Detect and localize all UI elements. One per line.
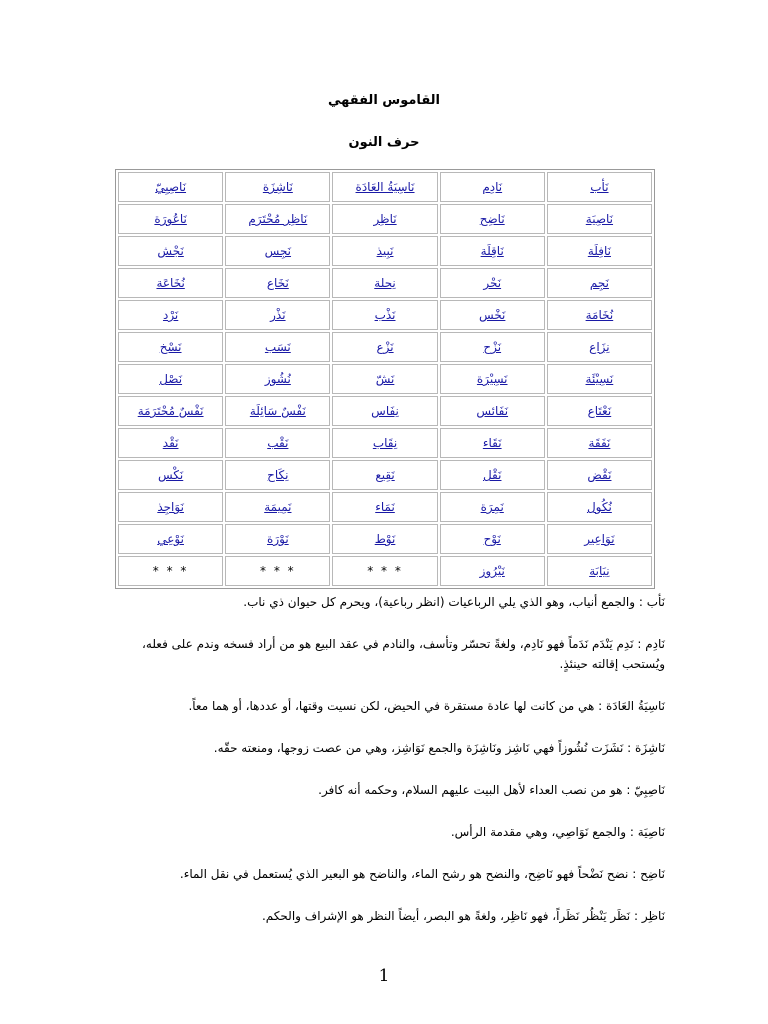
table-cell — [440, 268, 545, 298]
term-link[interactable]: نَاعُورَة — [154, 212, 187, 226]
term-link[interactable]: نَوَاجِذ — [157, 500, 184, 514]
table-cell — [547, 364, 652, 394]
term-link[interactable]: نَوْح — [483, 532, 501, 546]
table-cell — [225, 524, 330, 554]
term-link[interactable]: نَخْس — [479, 308, 506, 322]
term-link[interactable]: نَحْر — [483, 276, 502, 290]
term-link[interactable]: نَمَاء — [375, 500, 395, 514]
table-cell — [547, 300, 652, 330]
table-cell — [225, 204, 330, 234]
empty-cell-marker: * * * — [367, 564, 403, 578]
term-link[interactable]: نُخَاعَة — [156, 276, 185, 290]
definition-entry: نَاصِيَة : والجمع نَوَاصِي، وهي مقدمة الرأس. — [450, 825, 665, 839]
term-link[interactable]: نِقَاب — [372, 436, 398, 450]
term-link[interactable]: نَسَب — [264, 340, 291, 354]
term-link[interactable]: نِزَاع — [589, 340, 610, 354]
term-link[interactable]: نَمِرَة — [480, 500, 504, 514]
table-row — [118, 556, 652, 586]
definition-entry: نَاشِزَة : نَشَزَت نُشُوزاً فهي نَاشِز ونَاشِزَة والجمع نَوَاشِز، وهي من عصت زوجها، ومنعته حقّه. — [213, 741, 665, 755]
table-cell — [225, 268, 330, 298]
term-link[interactable]: نَسِيْئَة — [585, 372, 614, 386]
table-row — [118, 236, 652, 266]
table-cell — [225, 172, 330, 202]
table-cell — [547, 556, 652, 586]
term-link[interactable]: نَاظِر — [373, 212, 397, 226]
page-title: القاموس الفقهي — [327, 93, 441, 108]
term-link[interactable]: نَافِلَة — [587, 244, 611, 258]
table-cell — [225, 428, 330, 458]
table-cell — [225, 492, 330, 522]
term-link[interactable]: نَاشِزَة — [262, 180, 293, 194]
term-link[interactable]: نَقْل — [482, 468, 502, 482]
table-row — [118, 268, 652, 298]
table-cell — [332, 396, 437, 426]
section-title: حرف النون — [348, 135, 420, 150]
table-cell — [440, 300, 545, 330]
table-cell — [118, 268, 223, 298]
table-cell — [118, 172, 223, 202]
term-link[interactable]: نَفْسٌ سَائِلَة — [249, 404, 306, 418]
table-cell — [118, 460, 223, 490]
term-link[interactable]: نَبِيذ — [376, 244, 394, 258]
term-link[interactable]: نِفَاس — [371, 404, 399, 418]
table-cell — [225, 556, 330, 586]
term-link[interactable]: نَاسِيَةُ العَادَة — [355, 180, 415, 194]
definition-entry: نَاظِر : نَظَر يَنْظُر نَظَراً، فهو نَاظِر، ولغةً هو البصر، أيضاً النظر هو الإشراف والحكم. — [261, 909, 665, 923]
term-link[interactable]: نَقَاء — [482, 436, 502, 450]
table-cell — [547, 428, 652, 458]
term-link[interactable]: نَسِيْرَة — [476, 372, 508, 386]
table-cell — [332, 172, 437, 202]
term-link[interactable]: نَجِس — [264, 244, 292, 258]
table-cell — [332, 428, 437, 458]
term-link[interactable]: نُخَامَة — [585, 308, 614, 322]
table-cell — [118, 332, 223, 362]
definition-entry: نَاضِح : نضح نَضْحاً فهو نَاضِح، والنضح هو رشح الماء، والناضح هو البعير الذي يُستعمل في نقل الماء. — [179, 867, 665, 881]
table-cell — [440, 556, 545, 586]
table-cell — [118, 396, 223, 426]
term-link[interactable]: نَادِم — [482, 180, 503, 194]
table-cell — [440, 204, 545, 234]
table-row — [118, 524, 652, 554]
term-link[interactable]: نَاقِلَة — [480, 244, 504, 258]
term-link[interactable]: نَقْض — [587, 468, 612, 482]
term-link[interactable]: نَفْسٌ مُحْتَرَمَة — [137, 404, 204, 418]
table-cell — [547, 332, 652, 362]
table-cell — [440, 524, 545, 554]
table-cell — [440, 396, 545, 426]
term-link[interactable]: نَيْرُوز — [479, 564, 505, 578]
term-link[interactable]: نَقْد — [162, 436, 179, 450]
table-cell — [440, 172, 545, 202]
term-link[interactable]: نَزْع — [376, 340, 394, 354]
term-link[interactable]: نَاضِح — [479, 212, 505, 226]
table-row — [118, 364, 652, 394]
term-link[interactable]: نَاصِيَة — [585, 212, 614, 226]
definitions-section — [130, 592, 665, 948]
table-cell — [118, 236, 223, 266]
table-cell — [332, 236, 437, 266]
table-cell — [332, 204, 437, 234]
table-cell — [440, 332, 545, 362]
table-cell — [332, 492, 437, 522]
table-cell — [118, 524, 223, 554]
table-cell — [225, 364, 330, 394]
table-cell — [225, 300, 330, 330]
table-cell — [547, 204, 652, 234]
term-link[interactable]: نَصْل — [159, 372, 183, 386]
term-link[interactable]: نَذْب — [374, 308, 396, 322]
table-cell — [225, 396, 330, 426]
table-cell — [225, 236, 330, 266]
term-link[interactable]: نَخَاع — [266, 276, 289, 290]
table-cell — [118, 492, 223, 522]
table-row — [118, 332, 652, 362]
table-row — [118, 460, 652, 490]
table-cell — [332, 268, 437, 298]
table-cell — [118, 428, 223, 458]
term-link[interactable]: نَجِم — [589, 276, 609, 290]
term-link[interactable]: نَعْتَاع — [587, 404, 612, 418]
term-link[interactable]: نَكْس — [157, 468, 184, 482]
term-link[interactable]: نَوْرَة — [267, 532, 289, 546]
table-row — [118, 300, 652, 330]
table-cell — [225, 460, 330, 490]
table-row — [118, 428, 652, 458]
term-link[interactable]: نِكَاح — [267, 468, 289, 482]
table-cell — [547, 492, 652, 522]
table-cell — [332, 364, 437, 394]
term-link[interactable]: نَقِيع — [375, 468, 395, 482]
term-link[interactable]: نِيَابَة — [589, 564, 610, 578]
table-cell — [332, 332, 437, 362]
table-row — [118, 204, 652, 234]
term-link[interactable]: نَوَاعِير — [584, 532, 615, 546]
term-link[interactable]: نَرْد — [162, 308, 179, 322]
definition-entry: نَأب : والجمع أنياب، وهو الذي يلي الرباعيات (انظر رباعية)، ويحرم كل حيوان ذي ناب. — [243, 595, 665, 609]
table-cell — [547, 236, 652, 266]
table-cell — [332, 460, 437, 490]
term-link[interactable]: نَوْعِي — [157, 532, 184, 546]
term-link[interactable]: نُكُول — [586, 500, 612, 514]
page-number: 1 — [378, 966, 390, 986]
definition-entry: نَادِم : نَدِم يَنْدَم نَدَماً فهو نَادِم، ولغةً تحسّر وتأسف، والنادم في عقد البيع هو من أراد فسخه وندم على فعله، — [142, 637, 665, 651]
table-cell — [440, 428, 545, 458]
table-cell — [440, 460, 545, 490]
term-link[interactable]: نَأب — [590, 180, 609, 194]
term-link[interactable]: نَاظِر مُحْتَرَم — [248, 212, 308, 226]
table-row — [118, 396, 652, 426]
term-link[interactable]: نَمِيمَة — [264, 500, 292, 514]
table-cell — [440, 492, 545, 522]
table-row — [118, 492, 652, 522]
table-cell — [332, 524, 437, 554]
table-cell — [440, 364, 545, 394]
table-cell — [118, 300, 223, 330]
term-link[interactable]: نَذْر — [270, 308, 286, 322]
table-cell — [118, 364, 223, 394]
term-link[interactable]: نَوْط — [374, 532, 396, 546]
table-cell — [547, 396, 652, 426]
definition-entry: نَاصِبِيّ : هو من نصب العداء لأهل البيت عليهم السلام، وحكمه أنه كافر. — [318, 783, 665, 797]
term-link[interactable]: نُشُوز — [264, 372, 291, 386]
term-link[interactable]: نَسْخ — [159, 340, 182, 354]
term-link[interactable]: نِحلة — [374, 276, 396, 290]
term-link[interactable]: نَفَقَة — [588, 436, 611, 450]
definition-entry: ويُستحب إقالته حينئذٍ. — [559, 657, 665, 671]
term-link[interactable]: نَاصِبِيّ — [155, 180, 187, 194]
term-link[interactable]: نَشّ — [375, 372, 395, 386]
term-link[interactable]: نَقْب — [267, 436, 289, 450]
definition-entry: نَاسِيَةُ العَادَة : هي من كانت لها عادة مستقرة في الحيض، لكن نسيت وقتها، أو عددها، أو هما معاً. — [188, 699, 665, 713]
empty-cell-marker: * * * — [152, 564, 189, 578]
table-cell — [547, 524, 652, 554]
table-row — [118, 172, 652, 202]
table-cell — [547, 172, 652, 202]
table-cell — [332, 300, 437, 330]
term-link[interactable]: نَجْش — [157, 244, 184, 258]
table-cell — [225, 332, 330, 362]
table-cell — [547, 268, 652, 298]
term-link[interactable]: نَفَائس — [476, 404, 509, 418]
table-cell — [332, 556, 437, 586]
terms-index-table — [115, 169, 655, 589]
table-cell — [118, 204, 223, 234]
table-cell — [440, 236, 545, 266]
empty-cell-marker: * * * — [260, 564, 296, 578]
table-cell — [118, 556, 223, 586]
table-cell — [547, 460, 652, 490]
term-link[interactable]: نَزْح — [483, 340, 502, 354]
